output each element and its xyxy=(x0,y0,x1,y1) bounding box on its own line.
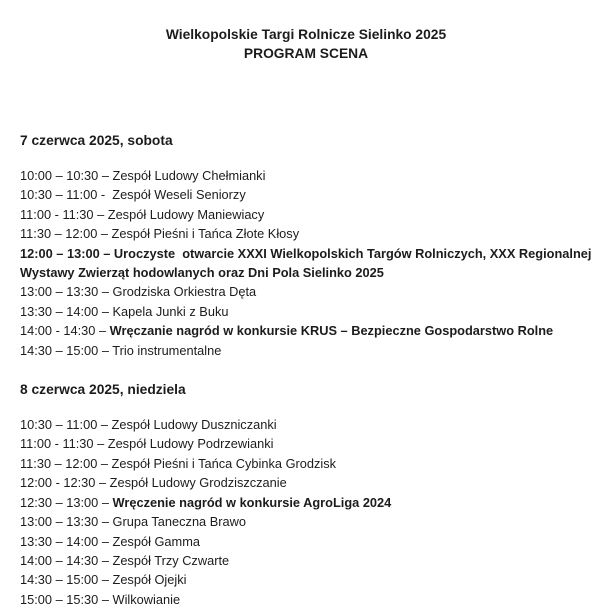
program-item xyxy=(20,590,592,609)
program-item-text: 10:30 – 11:00 - Zespół Weseli Seniorzy xyxy=(20,187,246,203)
program-item-text: 14:30 – 15:00 – Zespół Ojejki xyxy=(20,572,187,588)
program-item xyxy=(20,321,592,340)
program-item-text: 11:30 – 12:00 – Zespół Pieśni i Tańca Cybinka Grodzisk xyxy=(20,455,337,471)
program-item-text: 14:00 - 14:30 – xyxy=(20,323,110,339)
program-item-text: 12:30 – 13:00 – xyxy=(20,494,113,510)
program-item xyxy=(20,532,592,551)
program-item xyxy=(20,302,592,321)
program-list-sunday xyxy=(20,415,592,609)
program-item xyxy=(20,570,592,589)
program-item xyxy=(20,512,592,531)
program-item xyxy=(20,341,592,360)
section-heading-sunday: 8 czerwca 2025, niedziela xyxy=(20,382,186,398)
program-item-text: 10:30 – 11:00 – Zespół Ludowy Duszniczanki xyxy=(20,417,277,433)
document-header xyxy=(20,25,592,63)
program-item-text: 15:00 – 15:30 – Wilkowianie xyxy=(20,591,181,607)
program-item xyxy=(20,282,592,301)
program-item xyxy=(20,205,592,224)
program-item-text: 14:00 – 14:30 – Zespół Trzy Czwarte xyxy=(20,552,230,568)
program-item-text: 14:30 – 15:00 – Trio instrumentalne xyxy=(20,342,222,358)
program-item xyxy=(20,473,592,492)
section-heading-saturday: 7 czerwca 2025, sobota xyxy=(20,133,173,148)
program-item-text: 13:30 – 14:00 – Zespół Gamma xyxy=(20,533,200,549)
program-item-text: 11:30 – 12:00 – Zespół Pieśni i Tańca Złote Kłosy xyxy=(20,226,300,242)
program-item xyxy=(20,415,592,434)
program-item-text: 11:00 - 11:30 – Zespół Ludowy Maniewiacy xyxy=(20,206,265,222)
program-item-text: 12:00 - 12:30 – Zespół Ludowy Grodziszczanie xyxy=(20,475,287,491)
document-title: Wielkopolskie Targi Rolnicze Sielinko 2025 xyxy=(165,27,447,42)
program-item xyxy=(20,551,592,570)
program-item-highlight: Wręczenie nagród w konkursie AgroLiga 2024 xyxy=(112,494,392,510)
program-item-text: 13:30 – 14:00 – Kapela Junki z Buku xyxy=(20,303,229,319)
document-subtitle: PROGRAM SCENA xyxy=(243,46,369,61)
program-item-text: 13:00 – 13:30 – Grodziska Orkiestra Dęta xyxy=(20,284,257,300)
program-item xyxy=(20,454,592,473)
program-item xyxy=(20,224,592,243)
section-sunday xyxy=(20,380,592,609)
program-item xyxy=(20,166,592,185)
program-item-text: 11:00 - 11:30 – Zespół Ludowy Podrzewianki xyxy=(20,436,274,452)
program-item-highlight: 12:00 – 13:00 – Uroczyste otwarcie XXXI Wielkopolskich Targów Rolniczych, XXX Regionalnej Wystawy Zwierząt hodowlanych oraz Dni Pola Sielinko 2025 xyxy=(20,245,595,281)
program-item-text: 10:00 – 10:30 – Zespół Ludowy Chełmianki xyxy=(20,168,266,183)
program-item xyxy=(20,244,595,283)
program-item xyxy=(20,185,592,204)
program-item xyxy=(20,434,592,453)
program-item-highlight: Wręczanie nagród w konkursie KRUS – Bezpieczne Gospodarstwo Rolne xyxy=(109,323,554,339)
section-saturday xyxy=(20,131,595,360)
program-item xyxy=(20,493,592,512)
program-list-saturday xyxy=(20,166,595,360)
program-item-text: 13:00 – 13:30 – Grupa Taneczna Brawo xyxy=(20,514,247,530)
